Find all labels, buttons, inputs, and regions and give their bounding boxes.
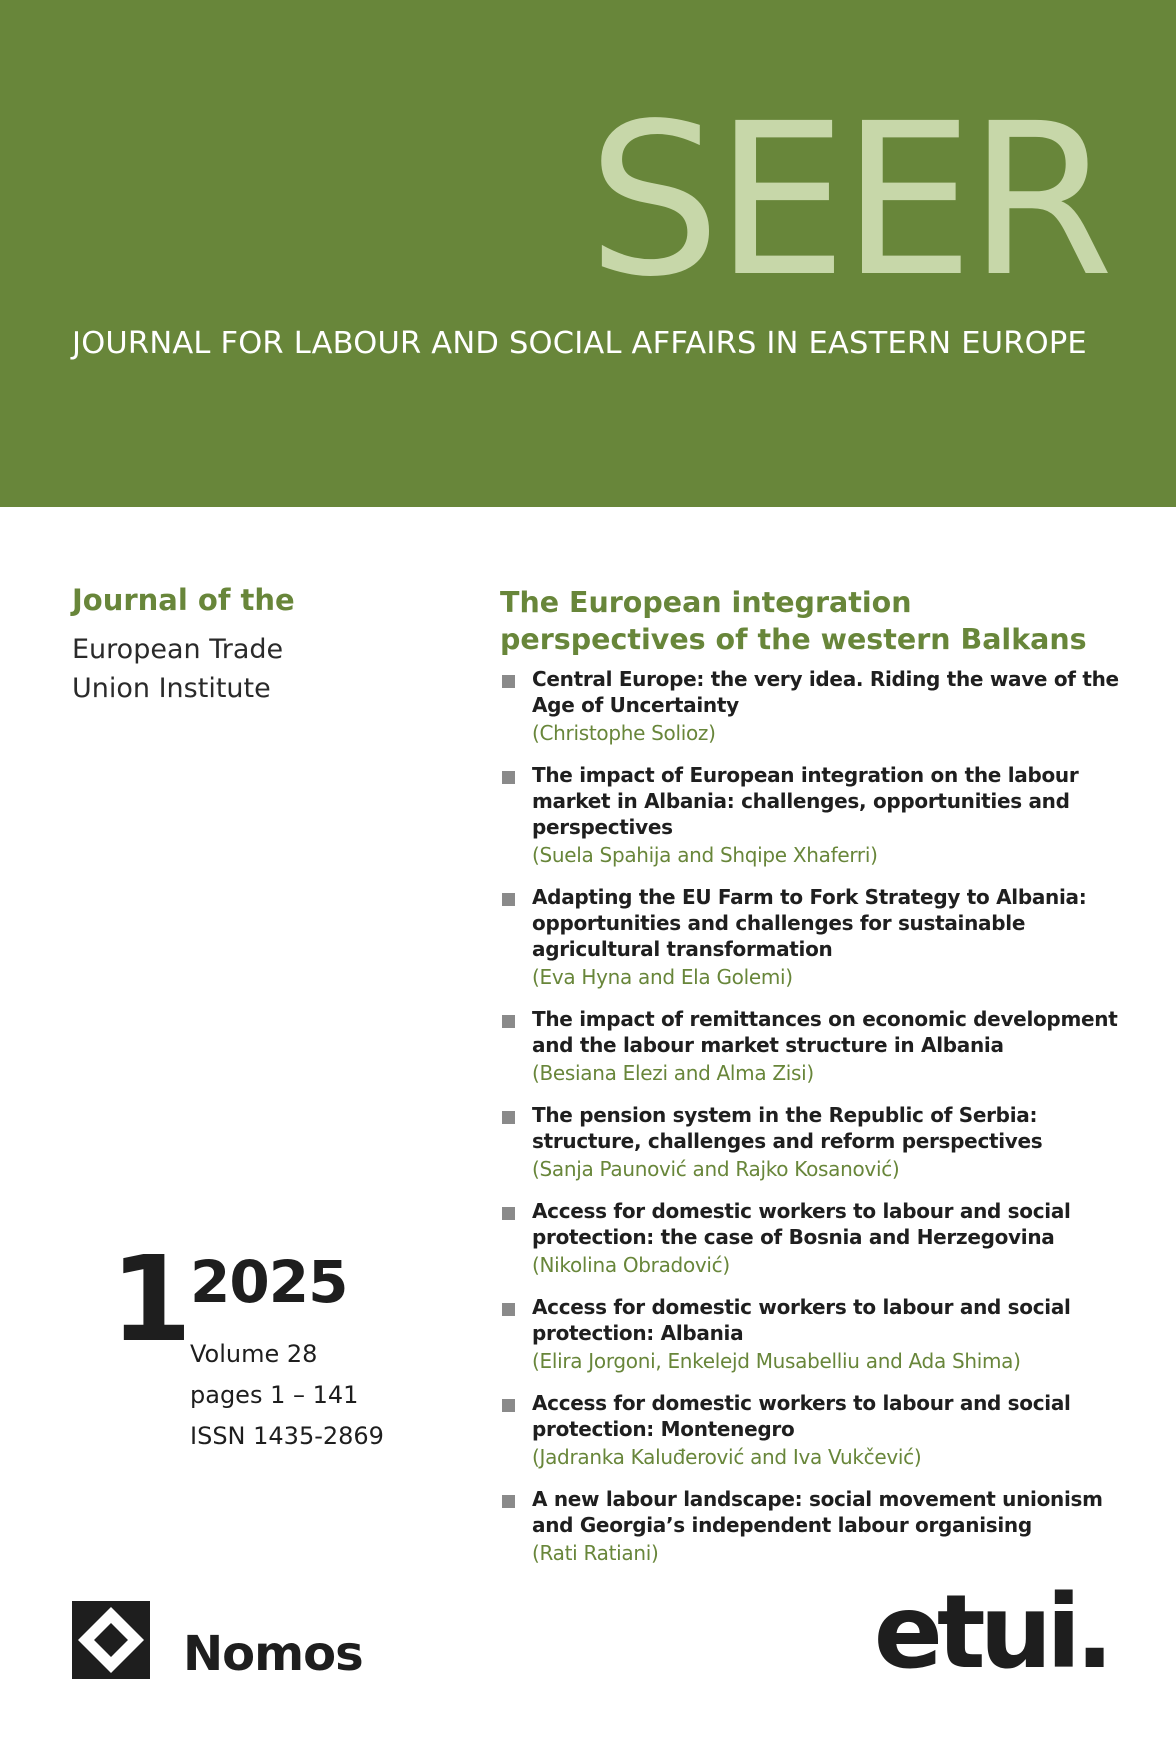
institute-line-2: Union Institute	[72, 673, 271, 704]
issue-volume: Volume 28	[190, 1340, 318, 1368]
institute-line-1: European Trade	[72, 634, 284, 665]
article-authors: (Christophe Solioz)	[532, 721, 716, 745]
square-bullet-icon	[502, 771, 515, 784]
square-bullet-icon	[502, 1111, 515, 1124]
nomos-logo-icon	[72, 1601, 150, 1679]
journal-of-label: Journal of the	[72, 583, 295, 617]
issue-year: 2025	[190, 1248, 348, 1316]
article-title: The impact of European integration on the labour market in Albania: challenges, opportunities and perspectives	[532, 763, 1079, 839]
article-authors: (Suela Spahija and Shqipe Xhaferri)	[532, 843, 878, 867]
article-authors: (Rati Ratiani)	[532, 1541, 659, 1565]
article-title: Central Europe: the very idea. Riding the wave of the Age of Uncertainty	[532, 667, 1119, 717]
toc-item	[500, 762, 1120, 870]
article-authors: (Eva Hyna and Ela Golemi)	[532, 965, 793, 989]
toc-item	[500, 884, 1120, 992]
journal-brand: SEER	[587, 78, 1108, 323]
header-band	[0, 0, 1176, 507]
article-title: The impact of remittances on economic development and the labour market structure in Albania	[532, 1007, 1118, 1057]
square-bullet-icon	[502, 1015, 515, 1028]
issue-issn: ISSN 1435-2869	[190, 1422, 384, 1450]
article-authors: (Sanja Paunović and Rajko Kosanović)	[532, 1157, 900, 1181]
article-title: The pension system in the Republic of Serbia: structure, challenges and reform perspectives	[532, 1103, 1043, 1153]
article-authors: (Nikolina Obradović)	[532, 1253, 730, 1277]
square-bullet-icon	[502, 1207, 515, 1220]
institute-name	[72, 630, 283, 708]
toc-item	[500, 1486, 1120, 1568]
toc-item	[500, 1102, 1120, 1184]
issue-number: 1	[110, 1230, 193, 1368]
square-bullet-icon	[502, 1495, 515, 1508]
journal-subtitle: JOURNAL FOR LABOUR AND SOCIAL AFFAIRS IN EASTERN EUROPE	[72, 326, 1087, 361]
square-bullet-icon	[502, 675, 515, 688]
issue-pages: pages 1 – 141	[190, 1381, 359, 1409]
toc-item	[500, 1294, 1120, 1376]
article-title: Adapting the EU Farm to Fork Strategy to Albania: opportunities and challenges for sustainable agricultural transformation	[532, 885, 1087, 961]
toc-item	[500, 1390, 1120, 1472]
article-authors: (Besiana Elezi and Alma Zisi)	[532, 1061, 814, 1085]
square-bullet-icon	[502, 1399, 515, 1412]
square-bullet-icon	[502, 1303, 515, 1316]
square-bullet-icon	[502, 893, 515, 906]
article-title: Access for domestic workers to labour and social protection: the case of Bosnia and Herzegovina	[532, 1199, 1071, 1249]
toc-item	[500, 1198, 1120, 1280]
publisher-name: Nomos	[183, 1626, 363, 1682]
article-authors: (Jadranka Kaluđerović and Iva Vukčević)	[532, 1445, 922, 1469]
toc-item	[500, 666, 1120, 748]
toc-heading: The European integration perspectives of the western Balkans	[500, 586, 1087, 656]
etui-logo: etui.	[873, 1573, 1108, 1692]
toc-item	[500, 1006, 1120, 1088]
article-title: Access for domestic workers to labour and social protection: Albania	[532, 1295, 1071, 1345]
article-authors: (Elira Jorgoni, Enkelejd Musabelliu and Ada Shima)	[532, 1349, 1021, 1373]
issue-meta	[190, 1334, 384, 1457]
article-title: A new labour landscape: social movement unionism and Georgia’s independent labour organising	[532, 1487, 1103, 1537]
table-of-contents	[500, 666, 1120, 1582]
article-title: Access for domestic workers to labour and social protection: Montenegro	[532, 1391, 1071, 1441]
